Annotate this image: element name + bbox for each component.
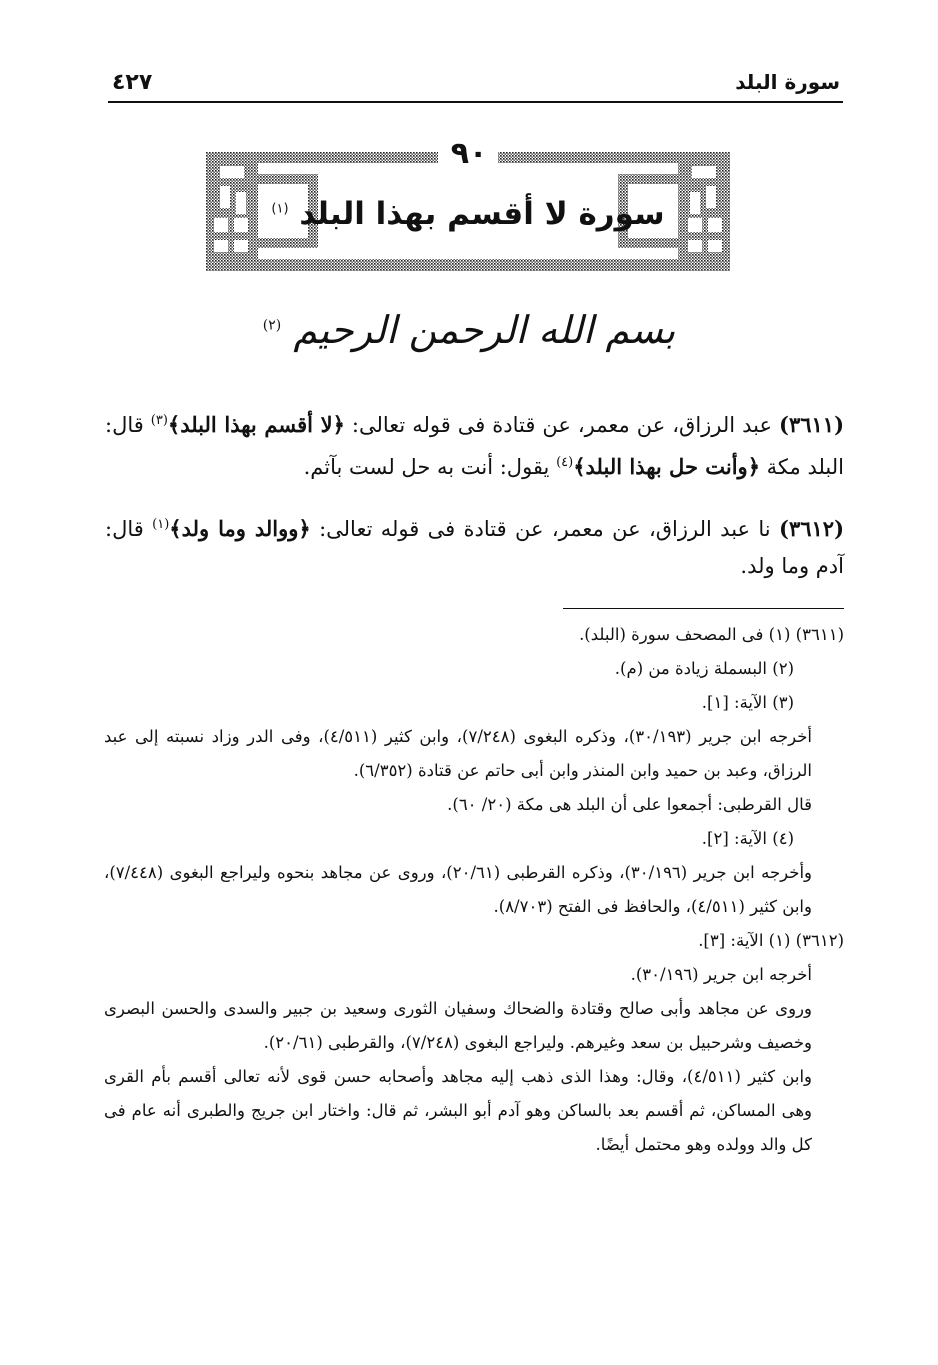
footnote-ref: (٣)	[150, 413, 168, 428]
surah-title	[206, 196, 730, 232]
footnote-ref: (٤)	[556, 455, 574, 470]
footnote-paragraph: قال القرطبى: أجمعوا على أن البلد هى مكة (٢٠/ ٦٠).	[447, 795, 812, 814]
surah-title-footnote-ref: (١)	[271, 201, 289, 217]
basmala	[0, 308, 938, 352]
hadith-text: نا عبد الرزاق، عن معمر، عن قتادة فى قوله تعالى:	[310, 517, 779, 541]
footnote-separator	[563, 608, 844, 609]
running-header-surah: سورة البلد	[735, 70, 840, 94]
page-number: ٤٢٧	[112, 70, 153, 95]
hadith-text: عبد الرزاق، عن معمر، عن قتادة فى قوله تعالى:	[344, 413, 779, 437]
hadith-number: (٣٦١٢)	[779, 516, 844, 541]
basmala-text: بسم الله الرحمن الرحيم	[293, 308, 676, 352]
quran-quote: ﴿لا أقسم بهذا البلد﴾	[167, 412, 345, 437]
hadith-number: (٣٦١١)	[779, 412, 844, 437]
footnote-paragraph: وأخرجه ابن جرير (٣٠/١٩٦)، وذكره القرطبى (٢٠/٦١)، وروى عن مجاهد بنحوه وليراجع البغوى (٧/٤٤٨)، وابن كثير (٤/٥١١)، والحافظ فى الفتح (٨/٧٠٣).	[104, 863, 812, 916]
footnote-paragraph: أخرجه ابن جرير (٣٠/١٩٦).	[630, 965, 812, 984]
surah-number: ٩٠	[450, 136, 488, 171]
quran-quote: ﴿وأنت حل بهذا البلد﴾	[573, 454, 760, 479]
basmala-footnote-ref: (٢)	[262, 317, 282, 334]
surah-title-text: سورة لا أقسم بهذا البلد	[299, 196, 665, 232]
footnotes	[104, 618, 844, 1162]
main-text	[105, 402, 844, 605]
footnote-paragraph: أخرجه ابن جرير (٣٠/١٩٣)، وذكره البغوى (٧/٢٤٨)، وابن كثير (٤/٥١١)، وفى الدر وزاد نسبته إلى عبد الرزاق، وعبد بن حميد وابن المنذر وابن أبى حاتم عن قتادة (٦/٣٥٢).	[104, 727, 812, 780]
footnote-paragraph: وروى عن مجاهد وأبى صالح وقتادة والضحاك وسفيان الثورى وسعيد بن جبير والسدى والحسن البصرى وخصيف وشرحبيل بن سعد وغيرهم. وليراجع البغوى (٧/٢٤٨)، والقرطبى (٢٠/٦١).	[104, 999, 812, 1052]
footnote-line: (٤) الآية: [٢].	[701, 829, 794, 848]
footnote-ref: (١)	[152, 517, 170, 532]
quran-quote: ﴿ووالد وما ولد﴾	[169, 516, 311, 541]
header-rule	[108, 101, 843, 103]
hadith-paragraph	[105, 402, 844, 486]
hadith-paragraph	[105, 506, 844, 585]
footnote-paragraph: وابن كثير (٤/٥١١)، وقال: وهذا الذى ذهب إليه مجاهد وأصحابه حسن قوى لأنه تعالى أقسم بأم القرى وهى المساكن، ثم أقسم بعد بالساكن وهو آدم أبو البشر، ثم قال: واختار ابن جريج والطبرى أنه عام فى كل والد وولده وهو محتمل أيضًا.	[104, 1067, 812, 1154]
footnote-line: (٣٦١٢) (١) الآية: [٣].	[698, 931, 844, 950]
hadith-text: قال: البلد مكة	[105, 413, 844, 479]
footnote-line: (٣٦١١) (١) فى المصحف سورة (البلد).	[579, 625, 844, 644]
footnote-line: (٢) البسملة زيادة من (م).	[614, 659, 794, 678]
hadith-text: قال: آدم وما ولد.	[105, 517, 844, 578]
hadith-text: يقول: أنت به حل لست بآثم.	[303, 455, 557, 479]
footnote-line: (٣) الآية: [١].	[701, 693, 794, 712]
